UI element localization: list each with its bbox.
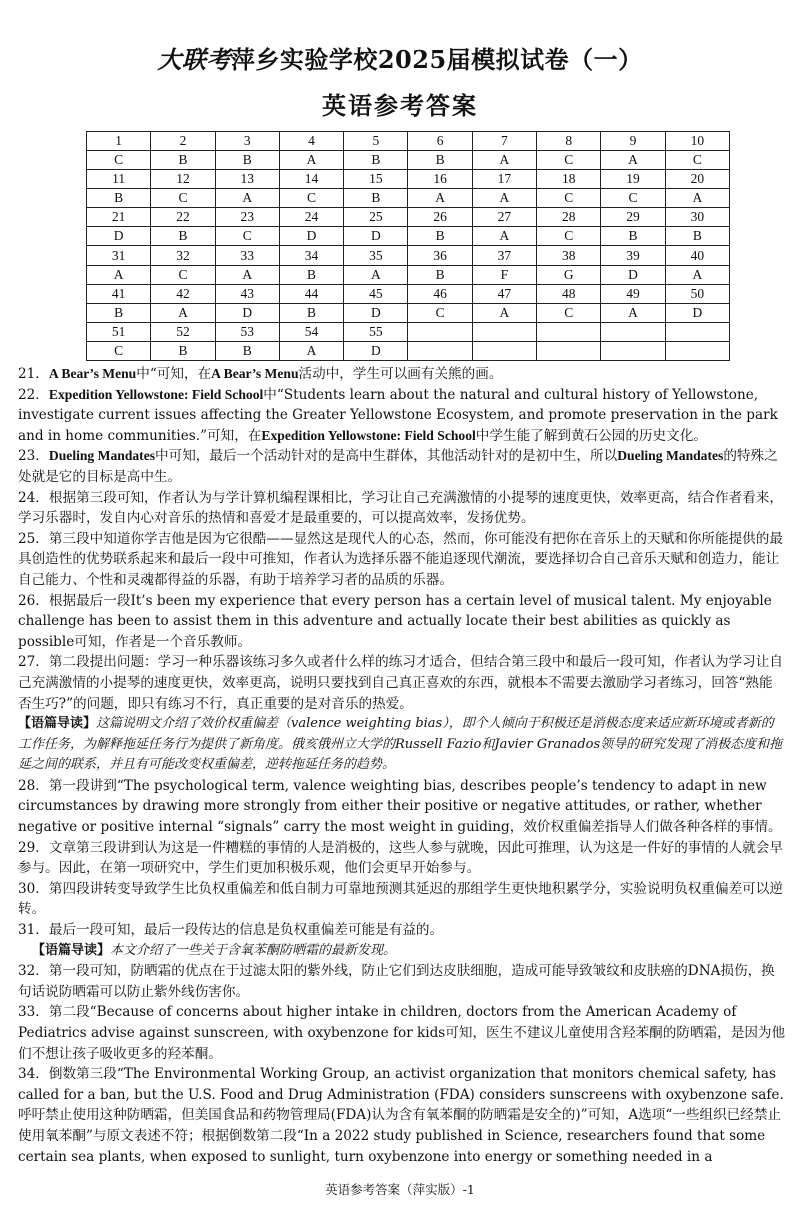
question-number-cell: 26 xyxy=(408,208,472,227)
answer-cell: B xyxy=(279,303,343,322)
question-number-cell: 54 xyxy=(279,322,343,341)
question-number-cell: 13 xyxy=(215,170,279,189)
answer-cell: A xyxy=(472,151,536,170)
question-number-cell: 18 xyxy=(537,170,601,189)
question-number-cell: 39 xyxy=(601,246,665,265)
answer-cell: D xyxy=(87,227,151,246)
question-number-row xyxy=(87,246,730,265)
answer-cell xyxy=(537,341,601,360)
question-number-cell: 19 xyxy=(601,170,665,189)
note-30: 30．第四段讲转变导致学生比负权重偏差和低自制力可靠地预测其延迟的那组学生更快地积累学分，实验说明负权重偏差可以逆转。 xyxy=(18,880,783,918)
answer-cell: B xyxy=(408,265,472,284)
answer-cell: G xyxy=(537,265,601,284)
question-number-cell: 16 xyxy=(408,170,472,189)
answer-cell: B xyxy=(601,227,665,246)
answer-row xyxy=(87,189,730,208)
question-number-cell: 5 xyxy=(344,132,408,151)
answer-cell: A xyxy=(665,189,729,208)
question-number-cell: 53 xyxy=(215,322,279,341)
question-number-cell xyxy=(665,322,729,341)
answer-cell xyxy=(665,341,729,360)
brand-logo: 大联考 xyxy=(157,45,231,74)
answer-cell xyxy=(601,341,665,360)
question-number-cell: 23 xyxy=(215,208,279,227)
question-number-cell: 12 xyxy=(151,170,215,189)
question-number-cell: 38 xyxy=(537,246,601,265)
answer-cell: C xyxy=(537,189,601,208)
question-number-cell: 33 xyxy=(215,246,279,265)
question-number-cell: 3 xyxy=(215,132,279,151)
question-number-row xyxy=(87,322,730,341)
answer-cell: D xyxy=(601,265,665,284)
question-number-cell: 4 xyxy=(279,132,343,151)
note-26: 26．根据最后一段It’s been my experience that every person has a certain level of musical talent. My enjoyable challenge has been to assist them in this adventure and actually locate their best abilities as quickly as possible可知，作者是一个音乐教师。 xyxy=(18,592,772,650)
answer-cell: A xyxy=(472,189,536,208)
answer-cell: A xyxy=(601,303,665,322)
question-number-cell: 51 xyxy=(87,322,151,341)
question-number-cell: 42 xyxy=(151,284,215,303)
question-number-cell: 14 xyxy=(279,170,343,189)
answer-row xyxy=(87,341,730,360)
question-number-cell: 40 xyxy=(665,246,729,265)
question-number-cell: 44 xyxy=(279,284,343,303)
question-number-cell: 21 xyxy=(87,208,151,227)
note-32: 32．第一段可知，防晒霜的优点在于过滤太阳的紫外线，防止它们到达皮肤细胞，造成可能导致皱纹和皮肤癌的DNA损伤，换句话说防晒霜可以防止紫外线伤害你。 xyxy=(18,963,775,1000)
note-24: 24．根据第三段可知，作者认为与学计算机编程课相比，学习让自己充满激情的小提琴的速度更快，效率更高，结合作者看来，学习乐器时，发自内心对音乐的热情和喜爱才是最重要的，可以提高效率，发扬优势。 xyxy=(18,489,783,527)
answer-cell: B xyxy=(87,189,151,208)
note-34: 34．倒数第三段“The Environmental Working Group, an activist organization that monitors chemical safety, has called for a ban, but the U.S. Food and Drug Administration (FDA) considers sunscreens with oxybenzone safe.呼吁禁止使用这种防晒霜，但美国食品和药物管理局(FDA)认为含有氧苯酮的防晒霜是安全的)”可知，A选项“一些组织已经禁止使用氧苯酮”与原文表述不符；根据倒数第二段“In a 2022 study published in Science, researchers found that some certain sea plants, when exposed to sunlight, turn oxybenzone into energy or something needed in a xyxy=(18,1066,784,1165)
answer-cell: A xyxy=(151,303,215,322)
answer-cell: C xyxy=(87,341,151,360)
answer-cell: D xyxy=(279,227,343,246)
note-22: 22．Expedition Yellowstone: Field School中“Students learn about the natural and cultural history of Yellowstone, investigate current issues affecting the Greater Yellowstone Ecosystem, and promote preservation in the park and in home communities.”可知，在Expedition Yellowstone: Field School中学生能了解到黄石公园的历史文化。 xyxy=(18,386,778,444)
answer-key-title: 英语参考答案 xyxy=(322,91,478,120)
answer-cell: B xyxy=(344,151,408,170)
question-number-cell: 24 xyxy=(279,208,343,227)
answer-cell: C xyxy=(537,151,601,170)
guide-tag: 【语篇导读】 xyxy=(18,716,97,732)
explanations xyxy=(18,364,786,1167)
note-27: 27．第二段提出问题：学习一种乐器该练习多久或者什么样的练习才适合，但结合第三段中和最后一段可知，作者认为学习让自己充满激情的小提琴的速度更快，效率更高，说明只要找到自己真正喜欢的东西，就根本不需要去激励学习者练习，回答“熟能否生巧?”的问题，即只有练习不行，真正重要的是对音乐的热爱。 xyxy=(18,654,783,712)
answer-cell: C xyxy=(215,227,279,246)
answer-cell: C xyxy=(665,151,729,170)
question-number-row xyxy=(87,284,730,303)
answer-cell: B xyxy=(215,151,279,170)
answer-table xyxy=(86,131,730,361)
answer-cell xyxy=(408,341,472,360)
question-number-cell: 8 xyxy=(537,132,601,151)
note-28: 28．第一段讲到“The psychological term, valence weighting bias, describes people’s tendency to adapt in new circumstances by drawing more strongly from either their positive or negative attitudes, or rather, whether negative or positive internal “signals” carry the most weight in guiding，效价权重偏差指导人们做各种各样的事情。 xyxy=(18,777,782,836)
guide-text: 本文介绍了一些关于含氧苯酮防晒霜的最新发现。 xyxy=(110,942,397,958)
question-number-cell: 1 xyxy=(87,132,151,151)
answer-cell: C xyxy=(537,227,601,246)
answer-cell: C xyxy=(537,303,601,322)
question-number-cell: 28 xyxy=(537,208,601,227)
answer-cell: C xyxy=(279,189,343,208)
question-number-cell: 31 xyxy=(87,246,151,265)
answer-cell: A xyxy=(215,265,279,284)
answer-cell: B xyxy=(151,227,215,246)
question-number-cell: 50 xyxy=(665,284,729,303)
question-number-cell: 55 xyxy=(344,322,408,341)
question-number-cell: 36 xyxy=(408,246,472,265)
answer-cell: C xyxy=(408,303,472,322)
note-23: 23．Dueling Mandates中可知，最后一个活动针对的是高中生群体，其他活动针对的是初中生，所以Dueling Mandates的特殊之处就是它的目标是高中生。 xyxy=(18,448,778,485)
question-number-cell xyxy=(601,322,665,341)
answer-cell: A xyxy=(408,189,472,208)
answer-cell: C xyxy=(151,189,215,208)
answer-row xyxy=(87,303,730,322)
question-number-cell: 17 xyxy=(472,170,536,189)
answer-cell: A xyxy=(87,265,151,284)
question-number-cell: 52 xyxy=(151,322,215,341)
question-number-cell: 43 xyxy=(215,284,279,303)
answer-cell: D xyxy=(344,341,408,360)
answer-cell: B xyxy=(151,341,215,360)
question-number-cell: 15 xyxy=(344,170,408,189)
answer-cell: C xyxy=(87,151,151,170)
answer-row xyxy=(87,151,730,170)
question-number-cell: 25 xyxy=(344,208,408,227)
answer-cell: A xyxy=(344,265,408,284)
answer-cell: F xyxy=(472,265,536,284)
note-29: 29．文章第三段讲到认为这是一件糟糕的事情的人是消极的，这些人参与就晚，因此可推理，认为这是一件好的事情的人就会早参与。因此，在第一项研究中，学生们更加积极乐观，他们会更早开始参与。 xyxy=(18,839,783,877)
question-number-cell: 30 xyxy=(665,208,729,227)
question-number-cell: 9 xyxy=(601,132,665,151)
question-number-row xyxy=(87,132,730,151)
question-number-cell: 7 xyxy=(472,132,536,151)
question-number-cell: 10 xyxy=(665,132,729,151)
answer-cell: B xyxy=(665,227,729,246)
note-25: 25．第三段中知道你学吉他是因为它很酷——显然这是现代人的心态，然而，你可能没有把你在音乐上的天赋和你所能提供的最具创造性的优势联系起来和最后一段中可推知，作者认为选择乐器不能追逐现代潮流，要选择切合自己音乐天赋和创造力，能让自己能力、个性和灵魂都得益的乐器，有助于培养学习者的品质的乐器。 xyxy=(18,530,783,588)
answer-cell: D xyxy=(665,303,729,322)
answer-cell xyxy=(472,341,536,360)
question-number-cell: 48 xyxy=(537,284,601,303)
answer-cell: A xyxy=(472,227,536,246)
question-number-cell: 32 xyxy=(151,246,215,265)
answer-cell: C xyxy=(601,189,665,208)
question-number-cell: 35 xyxy=(344,246,408,265)
answer-cell: D xyxy=(344,227,408,246)
exam-title xyxy=(0,40,800,75)
page-footer: 英语参考答案（萍实版）-1 xyxy=(325,1182,475,1197)
answer-cell: A xyxy=(665,265,729,284)
answer-cell: A xyxy=(472,303,536,322)
note-21: 21．A Bear’s Menu中“可知，在A Bear’s Menu活动中，学生可以画有关熊的画。 xyxy=(18,366,503,382)
question-number-cell: 47 xyxy=(472,284,536,303)
exam-title-text: 萍乡实验学校2025届模拟试卷（一） xyxy=(230,45,643,74)
answer-cell: A xyxy=(601,151,665,170)
question-number-cell: 49 xyxy=(601,284,665,303)
question-number-cell xyxy=(408,322,472,341)
guide-tag: 【语篇导读】 xyxy=(32,942,111,958)
question-number-cell: 37 xyxy=(472,246,536,265)
question-number-cell: 20 xyxy=(665,170,729,189)
question-number-cell: 34 xyxy=(279,246,343,265)
question-number-cell xyxy=(537,322,601,341)
answer-cell: B xyxy=(215,341,279,360)
note-31: 31．最后一段可知，最后一段传达的信息是负权重偏差可能是有益的。 xyxy=(18,922,444,939)
answer-cell: B xyxy=(87,303,151,322)
question-number-cell xyxy=(472,322,536,341)
question-number-cell: 45 xyxy=(344,284,408,303)
passage-guide-c xyxy=(18,714,786,776)
guide-text: 这篇说明文介绍了效价权重偏差（valence weighting bias），即个人倾向于积极还是消极态度来适应新环境或者新的工作任务，为解释拖延任务行为提供了新角度。俄亥俄州立大学的Russell Fazio和Javier Granados领导的研究发现了消极态度和拖延之间的联系，并且有可能改变权重偏差，逆转拖延任务的趋势。 xyxy=(18,716,783,773)
answer-cell: A xyxy=(215,189,279,208)
answer-cell: A xyxy=(279,151,343,170)
answer-cell: B xyxy=(408,151,472,170)
question-number-cell: 46 xyxy=(408,284,472,303)
question-number-cell: 41 xyxy=(87,284,151,303)
question-number-cell: 29 xyxy=(601,208,665,227)
answer-row xyxy=(87,227,730,246)
answer-cell: B xyxy=(151,151,215,170)
note-33: 33．第二段“Because of concerns about higher intake in children, doctors from the American Academy of Pediatrics advise against sunscreen, with oxybenzone for kids可知，医生不建议儿童使用含羟苯酮的防晒霜，是因为他们不想让孩子吸收更多的羟苯酮。 xyxy=(18,1004,786,1062)
question-number-cell: 6 xyxy=(408,132,472,151)
answer-cell: A xyxy=(279,341,343,360)
answer-cell: B xyxy=(279,265,343,284)
question-number-row xyxy=(87,208,730,227)
question-number-cell: 11 xyxy=(87,170,151,189)
answer-cell: B xyxy=(344,189,408,208)
answer-cell: D xyxy=(215,303,279,322)
answer-cell: D xyxy=(344,303,408,322)
question-number-row xyxy=(87,170,730,189)
answer-cell: B xyxy=(408,227,472,246)
passage-guide-d xyxy=(18,941,786,962)
question-number-cell: 2 xyxy=(151,132,215,151)
question-number-cell: 22 xyxy=(151,208,215,227)
answer-row xyxy=(87,265,730,284)
question-number-cell: 27 xyxy=(472,208,536,227)
answer-cell: C xyxy=(151,265,215,284)
